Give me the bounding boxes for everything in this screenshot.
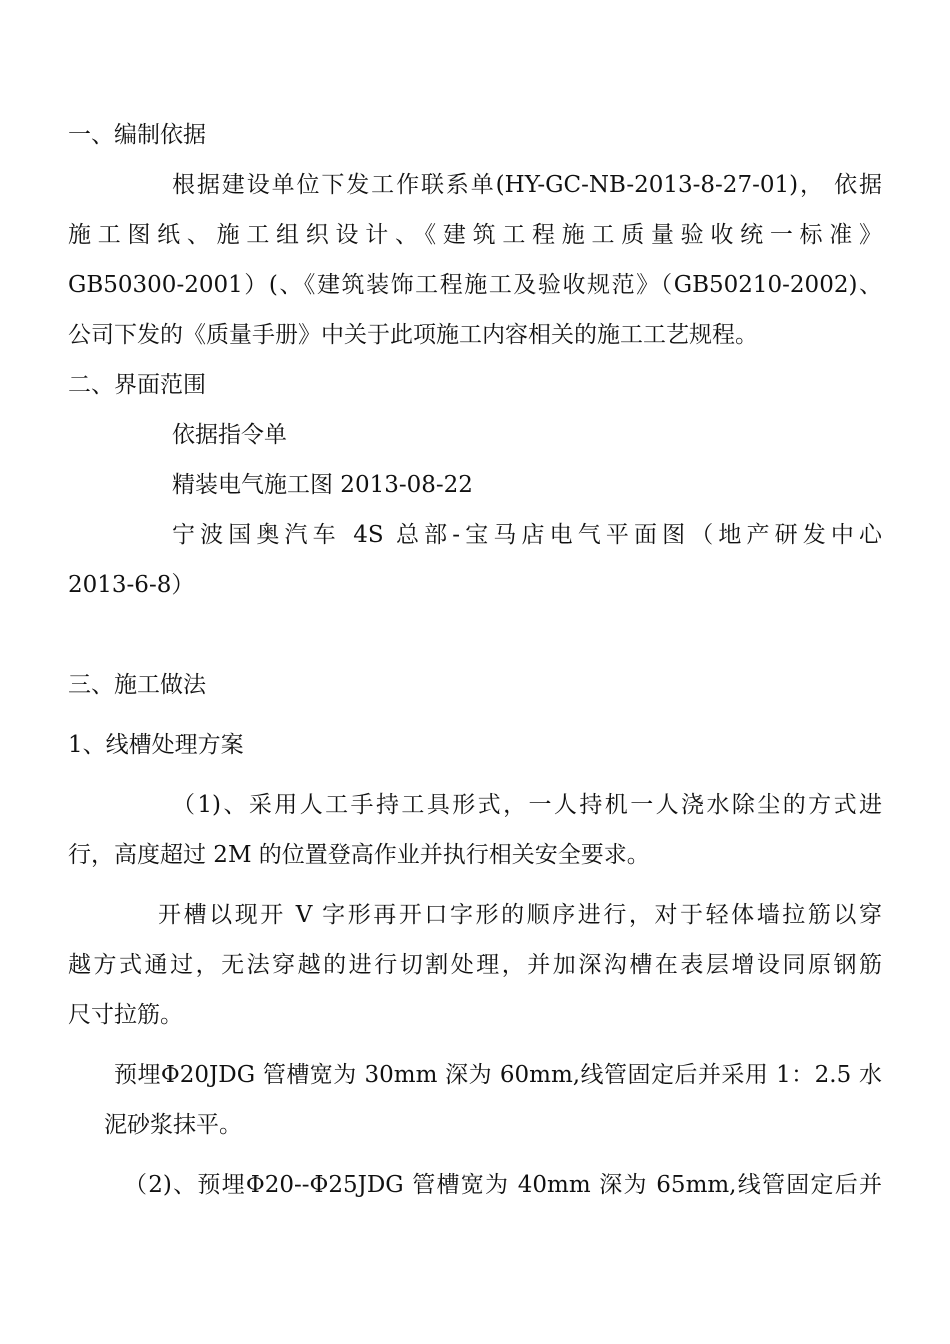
method-2-line-1: （2)、预埋Φ20--Φ25JDG 管槽宽为 40mm 深为 65mm,线管固定后并 [124,1172,882,1198]
grooving-line-3: 尺寸拉筋。 [68,1002,183,1028]
method-1-line-2: 行，高度超过 2M 的位置登高作业并执行相关安全要求。 [68,842,650,868]
section-2-heading: 二、界面范围 [68,372,206,398]
grooving-line-2: 越方式通过，无法穿越的进行切割处理，并加深沟槽在表层增设同原钢筋 [68,952,882,978]
conduit-20-line-2: 泥砂浆抹平。 [104,1112,242,1138]
section-1-paragraph-line-2: 施工图纸、施工组织设计、《建筑工程施工质量验收统一标准》 [68,222,882,248]
scope-item-plan-line-2: 2013-6-8） [68,572,195,598]
subsection-1-heading: 1、线槽处理方案 [68,732,244,758]
scope-item-instruction: 依据指令单 [172,422,287,448]
section-1-paragraph-line-4: 公司下发的《质量手册》中关于此项施工内容相关的施工工艺规程。 [68,322,758,348]
section-1-heading: 一、编制依据 [68,122,206,148]
scope-item-plan-line-1: 宁波国奥汽车 4S 总部-宝马店电气平面图（地产研发中心 [172,522,882,548]
section-1-paragraph-line-1: 根据建设单位下发工作联系单(HY-GC-NB-2013-8-27-01)， 依据 [172,172,882,198]
section-3-heading: 三、施工做法 [68,672,206,698]
conduit-20-line-1: 预埋Φ20JDG 管槽宽为 30mm 深为 60mm,线管固定后并采用 1：2.5 水 [114,1062,882,1088]
method-1-line-1: （1)、采用人工手持工具形式，一人持机一人浇水除尘的方式进 [172,792,882,818]
grooving-line-1: 开槽以现开 V 字形再开口字形的顺序进行，对于轻体墙拉筋以穿 [158,902,882,928]
scope-item-drawing: 精装电气施工图 2013-08-22 [172,472,473,498]
section-1-paragraph-line-3: GB50300-2001）(、《建筑装饰工程施工及验收规范》（GB50210-2002)、 [68,272,882,298]
